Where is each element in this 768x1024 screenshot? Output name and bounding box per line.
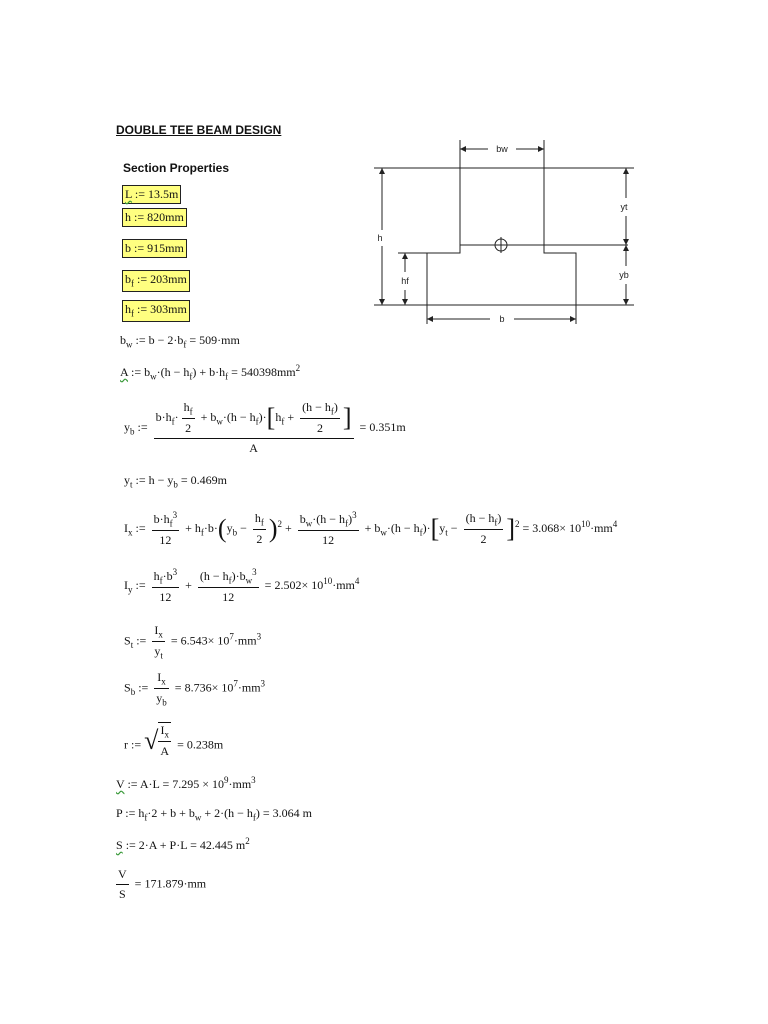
diagram-label-h: h (377, 233, 383, 243)
section-heading: Section Properties (123, 161, 230, 175)
result-P: 3.064 m (272, 806, 313, 820)
input-bf-value: 203mm (150, 272, 187, 286)
input-h-value: 820mm (147, 210, 184, 224)
eq-Sb: $S_b$ := $\frac{I_x}{y_b}$ = $8.736\times 10^7\cdot mm^3$ (124, 670, 266, 708)
input-h[interactable]: h := 820mm (122, 208, 187, 227)
eq-r: r := √ $I_x$ A = 0.238m (124, 723, 224, 759)
result-A: 540398mm (240, 365, 296, 379)
result-yt: 0.469m (190, 473, 228, 487)
result-yb: 0.351m (369, 419, 406, 434)
result-bw: 509·mm (199, 333, 240, 347)
result-Ix: 3.068× 10 (532, 520, 582, 535)
eq-P: P := $h_f\cdot 2 + b + b_w + 2\cdot(h - h_f) = 3.064$ m (116, 806, 313, 823)
tee-outline (427, 168, 576, 305)
result-r: 0.238m (186, 737, 224, 752)
eq-A: A := $b_w\cdot(h - h_f) + b\cdot h_f = 540398mm^2$ (120, 363, 301, 382)
input-b-value: 915mm (147, 241, 184, 255)
eq-St: $S_t$ := $\frac{I_x}{y_t}$ = $6.543\times 10^7\cdot mm^3$ (124, 623, 262, 661)
input-L[interactable]: L := 13.5m (122, 185, 181, 204)
input-hf-label: h (125, 302, 131, 316)
eq-S: S := 2·A + P·L = 42.445 $m^2$ (116, 836, 250, 852)
result-St-exp: 7 (229, 631, 234, 642)
page-title: DOUBLE TEE BEAM DESIGN (116, 123, 282, 137)
input-b-label: b (125, 241, 131, 255)
eq-Iy: $I_y$ := $\frac{h_f\cdot b^3}{12}$ + $\frac{(h - h_f)\cdot b_w^3}{12}$ = $2.502\times 10^{10}\cdot mm^4$ (124, 567, 360, 605)
result-Sb: 8.736× 10 (184, 680, 234, 695)
input-hf-sub: f (131, 308, 134, 319)
input-b[interactable]: b := 915mm (122, 239, 187, 258)
section-diagram (370, 138, 640, 328)
result-V-exp: 9 (224, 775, 229, 785)
result-V: 7.295 × 10 (172, 777, 224, 791)
eq-bw: $b_w$ := $b - 2\cdot b_f = 509\cdot mm$ (120, 333, 240, 350)
input-hf-value: 303mm (150, 302, 187, 316)
input-L-value: 13.5m (148, 187, 179, 201)
result-Ix-exp: 10 (581, 518, 591, 529)
eq-Ix: $I_x$ := $\frac{b\cdot h_f^3}{12}$ + $h_f\cdot b\cdot(y_b$ − $\frac{h_f}{2}$ )$^2$ + $\frac{b_w\cdot(h - h_f)^3}{12}$ + $b_w\cdot(h - h_f)\cdot[y_t$ − $\frac{(h - h_f)}{2}$ ]$^2 = 3.068\times 10^{10}\cdot mm^4$ (124, 510, 618, 548)
diagram-label-yb: yb (619, 270, 629, 280)
result-Iy-exp: 10 (323, 575, 333, 586)
result-St: 6.543× 10 (180, 633, 230, 648)
diagram-label-bw: bw (496, 144, 508, 154)
result-Sb-exp: 7 (233, 678, 238, 689)
input-bf[interactable]: $b_f$ := 203mm (122, 270, 190, 292)
input-bf-label: b (125, 272, 131, 286)
input-hf[interactable]: $h_f$ := 303mm (122, 300, 190, 322)
input-h-label: h (125, 210, 131, 224)
result-VS: 171.879·mm (144, 876, 207, 891)
eq-VS: $\frac{V}{S}$ = 171.879·mm (118, 867, 207, 901)
result-S: 42.445 m (199, 838, 246, 852)
input-bf-sub: f (131, 278, 134, 289)
diagram-label-yt: yt (620, 202, 628, 212)
eq-yt: $y_t$ := $h - y_b = 0.469m$ (124, 473, 228, 490)
diagram-label-b: b (499, 314, 505, 324)
eq-yb: $y_b$ := $b\cdot h_f\cdot$ $\frac{h_f}{2}$ + $b_w\cdot(h - h_f)\cdot[h_f$ + $\frac{(h - h_f)}{2}$ ] A = 0.351m (124, 400, 406, 456)
input-L-label: L (125, 187, 132, 201)
diagram-label-hf: hf (401, 276, 409, 286)
eq-V: V := $A\cdot L = 7.295 \times 10^9\cdot mm^3$ (116, 775, 256, 791)
result-Iy: 2.502× 10 (274, 577, 324, 592)
